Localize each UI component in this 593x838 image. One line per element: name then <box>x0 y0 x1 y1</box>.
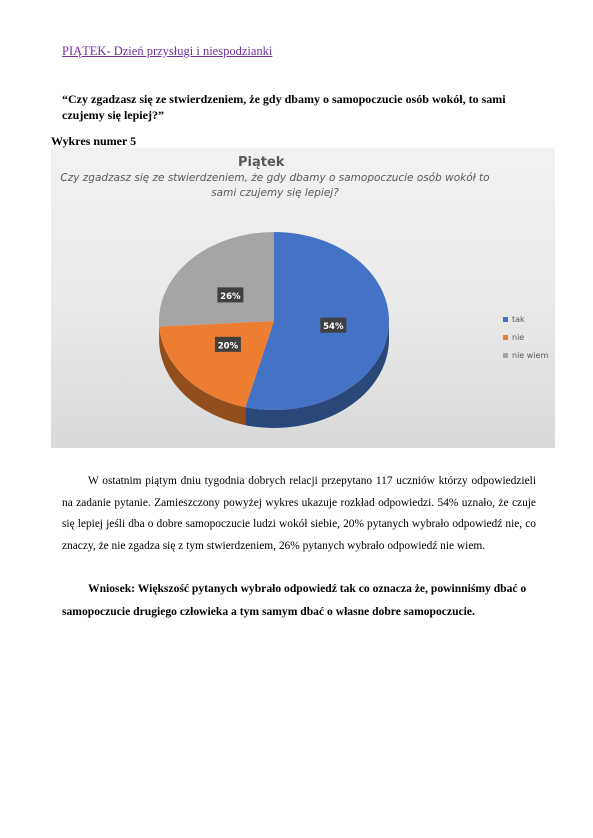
legend-label-nie-wiem: nie wiem <box>512 350 549 360</box>
legend-swatch-nie <box>503 335 508 340</box>
chart-legend <box>503 310 548 364</box>
legend-swatch-nie-wiem <box>503 353 508 358</box>
pie-label-nie <box>215 337 241 352</box>
legend-label-tak: tak <box>512 314 525 324</box>
legend-item-nie-wiem <box>503 346 548 364</box>
legend-label-nie: nie <box>512 332 525 342</box>
legend-item-nie <box>503 328 548 346</box>
pie-label-text: 54% <box>323 322 344 333</box>
survey-question: “Czy zgadzasz się ze stwierdzeniem, że gdy dbamy o samopoczucie osób wokół, to sami czujemy się lepiej?” <box>62 92 506 122</box>
body-paragraph <box>62 471 536 557</box>
legend-item-tak <box>503 310 548 328</box>
conclusion-paragraph <box>62 577 536 623</box>
summary-paragraph: W ostatnim piątym dniu tygodnia dobrych relacji przepytano 117 uczniów którzy odpowiedzieli na zadanie pytanie. Zamieszczony powyżej wykres ukazuje rozkład odpowiedzi. 54% uznało, że czuje się lepiej jeśli dba o dobre samopoczucie ludzi wokół siebie, 20% pytanych wybrało odpowiedź nie, co znaczy, że nie zgadza się z tym stwierdzeniem, 26% pytanych wybrało odpowiedź nie wiem. <box>62 475 536 552</box>
pie-label-tak <box>320 318 346 333</box>
pie-label-text: 20% <box>217 341 239 352</box>
legend-swatch-tak <box>503 317 508 322</box>
pie-label-nie-wiem <box>217 287 243 302</box>
pie-label-text: 26% <box>220 291 241 302</box>
chart-title: Piątek <box>238 155 285 170</box>
conclusion-text: Wniosek: Większość pytanych wybrało odpowiedź tak co oznacza że, powinniśmy dbać o samopoczucie drugiego człowieka a tym samym dbać o własne dobre samopoczucie. <box>62 582 527 618</box>
chart-caption: Wykres numer 5 <box>51 134 137 148</box>
pie-slice-nie-wiem <box>159 232 274 327</box>
page-heading-link[interactable]: PIĄTEK- Dzień przysługi i niespodzianki <box>62 44 273 58</box>
chart-subtitle: Czy zgadzasz się ze stwierdzeniem, że gdy dbamy o samopoczucie osób wokół to sami czujemy się lepiej? <box>60 172 490 199</box>
